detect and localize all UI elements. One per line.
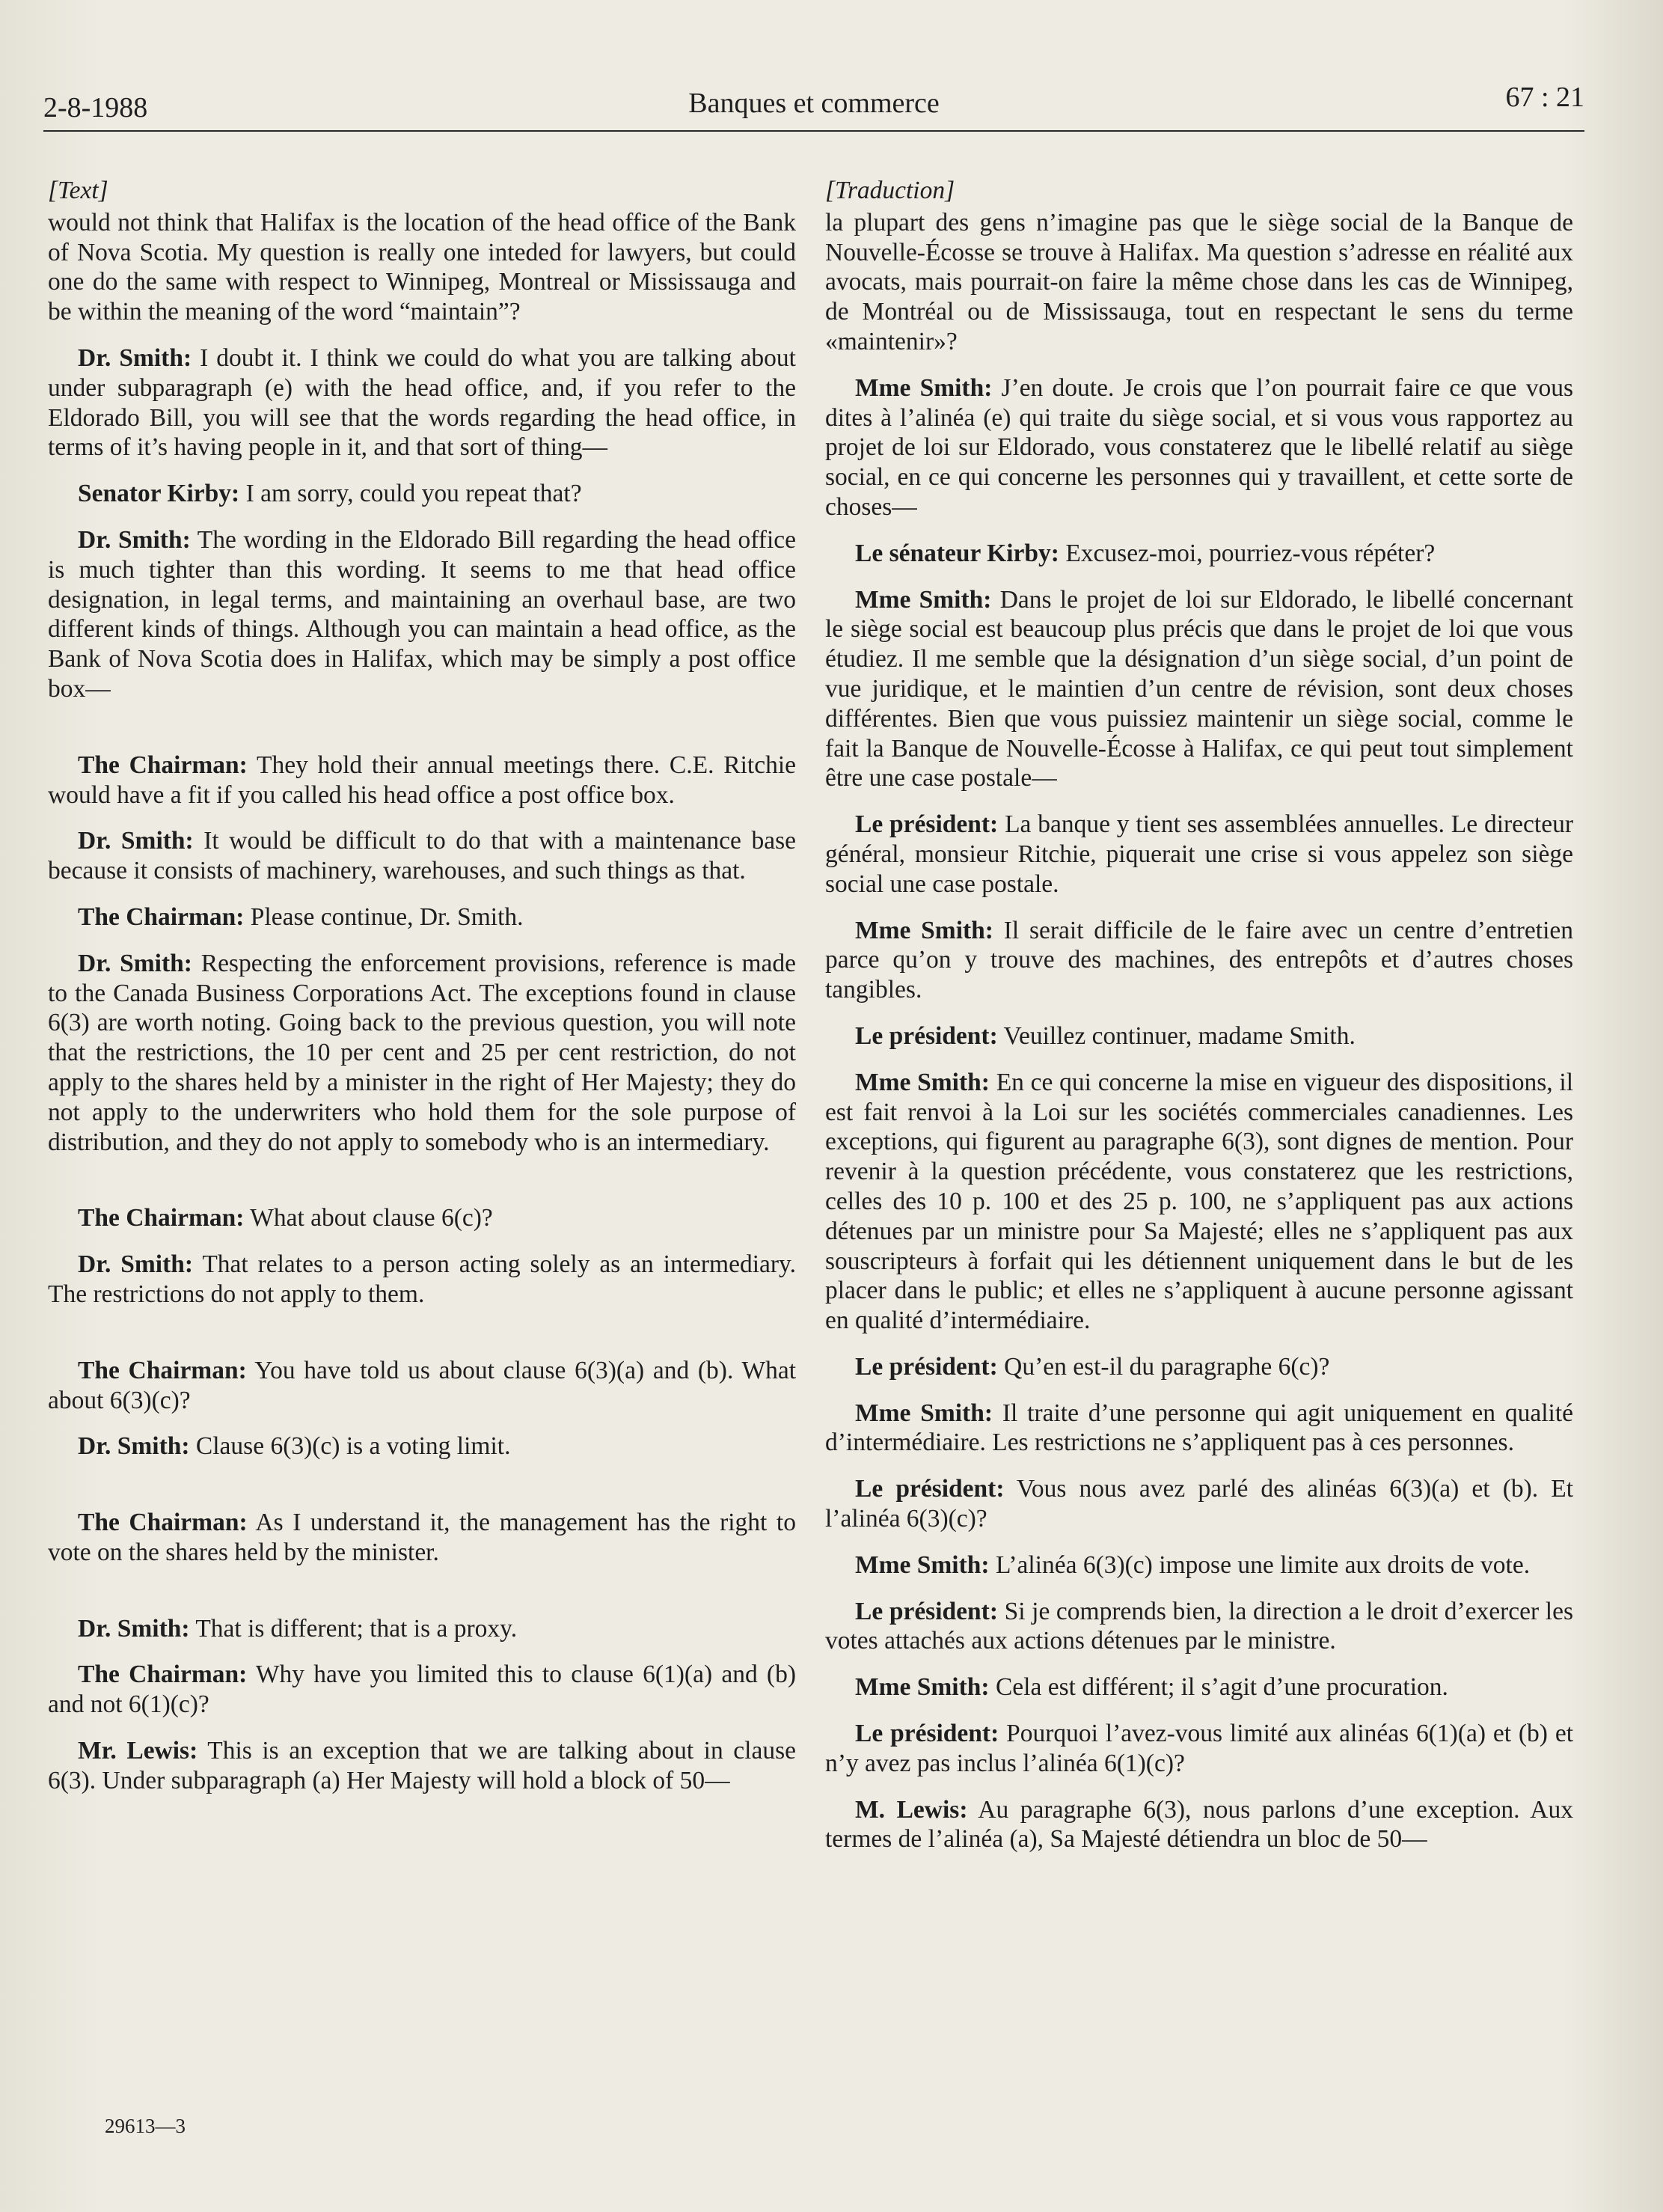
speaker-name: Mr. Lewis: (78, 1737, 198, 1765)
speaker-name: Dr. Smith: (78, 949, 192, 977)
paragraph-text: That is different; that is a proxy. (195, 1614, 518, 1643)
speaker-name: The Chairman: (78, 1509, 248, 1537)
spacer (48, 1478, 796, 1508)
paragraph-text: They hold their annual meetings there. C.E. Ritchie would have a fit if you called his head office a post office box. (48, 751, 796, 809)
header-title: Banques et commerce (688, 88, 940, 119)
paragraph (48, 479, 796, 509)
paragraph (48, 1736, 796, 1796)
paragraph (48, 1250, 796, 1310)
paragraph (825, 1399, 1573, 1458)
paragraph-text: En ce qui concerne la mise en vigueur des dispositions, il est fait renvoi à la Loi sur les sociétés commerciales canadiennes. Les exceptions, qui figurent au paragraphe 6(3), sont dignes de mention. Pour revenir à la question précédente, vous constaterez que les restrictions, celles des 10 p. 100 et des 25 p. 100, ne s’appliquent pas aux actions détenues par un ministre pour Sa Majesté; elles ne s’appliquent pas aux souscripteurs à forfait qui les détiennent uniquement dans le but de les placer dans le public; et elles ne s’appliquent à aucune personne agissant en qualité d’intermédiaire. (825, 1068, 1574, 1335)
page-header (43, 81, 1584, 135)
header-date: 2-8-1988 (43, 92, 148, 123)
page-footer-code: 29613—3 (105, 2115, 186, 2137)
paragraph (48, 525, 796, 704)
paragraph-text: Vous nous avez parlé des alinéas 6(3)(a) et (b). Et l’alinéa 6(3)(c)? (825, 1475, 1574, 1533)
paragraph (825, 373, 1573, 522)
speaker-name: Le président: (855, 1597, 998, 1625)
speaker-name: Mme Smith: (855, 1673, 990, 1702)
paragraph (825, 1474, 1573, 1534)
paragraph (825, 1068, 1573, 1336)
paragraph-text: Si je comprends bien, la direction a le droit d’exercer les votes attachés aux actions détenues par le ministre. (825, 1597, 1574, 1655)
speaker-name: Dr. Smith: (78, 525, 191, 554)
speaker-name: Le président: (855, 1352, 998, 1381)
paragraph-text: That relates to a person acting solely as an intermediary. The restrictions do not apply to them. (48, 1250, 796, 1308)
speaker-name: The Chairman: (78, 902, 245, 931)
paragraph (48, 902, 796, 932)
paragraph-text: L’alinéa 6(3)(c) impose une limite aux droits de vote. (995, 1550, 1531, 1579)
paragraph-text: Excusez-moi, pourriez-vous répéter? (1065, 539, 1436, 567)
paragraph-text: Il traite d’une personne qui agit uniquement en qualité d’intermédiaire. Les restrictions ne s’appliquent pas à ces personnes. (825, 1399, 1573, 1457)
paragraph-text: Pourquoi l’avez-vous limité aux alinéas 6(1)(a) et (b) et n’y avez pas inclus l’alinéa 6(1)(c)? (825, 1720, 1574, 1777)
paragraph (48, 343, 796, 462)
speaker-name: Mme Smith: (855, 1068, 990, 1096)
speaker-name: Dr. Smith: (78, 1614, 190, 1643)
paragraph-text: Respecting the enforcement provisions, reference is made to the Canada Business Corporations Act. The exceptions found in clause 6(3) are worth noting. Going back to the previous question, you will note that the restrictions, the 10 per cent and 25 per cent restriction, do not apply to the shares held by a minister in the right of Her Majesty; they do not apply to the underwriters who hold them for the sole purpose of distribution, and they do not apply to somebody who is an intermediary. (48, 949, 796, 1156)
speaker-name: Mme Smith: (855, 1550, 990, 1579)
paragraph-text: Veuillez continuer, madame Smith. (1003, 1021, 1356, 1050)
paragraph-text: Dans le projet de loi sur Eldorado, le libellé concernant le siège social est beaucoup plus précis que dans le projet de loi que vous étudiez. Il me semble que la désignation d’un siège social, d’un point de vue juridique, et le maintien d’un centre de révision, sont deux choses différentes. Bien que vous puissiez maintenir un siège social, comme le fait la Banque de Nouvelle-Écosse à Halifax, ce qui peut tout simplement être une case postale— (825, 585, 1574, 792)
speaker-name: The Chairman: (78, 1660, 248, 1689)
paragraph (825, 208, 1573, 357)
spacer (48, 1173, 796, 1203)
header-rule (43, 130, 1584, 132)
paragraph-text: Cela est différent; il s’agit d’une procuration. (995, 1673, 1448, 1702)
speaker-name: M. Lewis: (855, 1795, 968, 1824)
paragraph-text: J’en doute. Je crois que l’on pourrait faire ce que vous dites à l’alinéa (e) qui traite du siège social, et si vous vous rapportez au projet de loi sur Eldorado, vous constaterez que le libellé relatif au siège social, en ce qui concerne les personnes qui y travaillent, et cette sorte de choses— (825, 373, 1574, 521)
speaker-name: Le sénateur Kirby: (855, 539, 1059, 567)
paragraph-text: la plupart des gens n’imagine pas que le siège social de la Banque de Nouvelle-Écosse se trouve à Halifax. Ma question s’adresse en réalité aux avocats, mais pourrait-on faire la même chose dans les cas de Winnipeg, de Montréal ou de Mississauga, tout en respectant le sens du terme «maintenir»? (825, 208, 1573, 355)
paragraph (48, 1508, 796, 1568)
speaker-name: The Chairman: (78, 751, 248, 779)
paragraph-text: As I understand it, the management has the right to vote on the shares held by the minister. (48, 1509, 796, 1566)
paragraph (48, 1432, 796, 1461)
speaker-name: Dr. Smith: (78, 827, 194, 855)
right-column-french (825, 176, 1573, 1871)
paragraph (825, 916, 1573, 1005)
paragraph-text: would not think that Halifax is the location of the head office of the Bank of Nova Scotia. My question is really one inteded for lawyers, but could one do the same with respect to Winnipeg, Montreal or Mississauga and be within the meaning of the word “maintain”? (48, 208, 796, 326)
speaker-name: Dr. Smith: (78, 1432, 190, 1461)
speaker-name: Le président: (855, 1475, 1005, 1503)
paragraph-text: Why have you limited this to clause 6(1)(a) and (b) and not 6(1)(c)? (48, 1660, 796, 1719)
header-page-number: 67 : 21 (1505, 82, 1584, 113)
spacer (48, 1326, 796, 1356)
speaker-name: Mme Smith: (855, 585, 992, 614)
paragraph (48, 208, 796, 327)
paragraph (48, 1203, 796, 1233)
paragraph (48, 751, 796, 810)
paragraph-text: The wording in the Eldorado Bill regarding the head office is much tighter than this wording. It seems to me that head office designation, in legal terms, and maintaining an overhaul base, are two different kinds of things. Although you can maintain a head office, as the Bank of Nova Scotia does in Halifax, which may be simply a post office box— (48, 525, 796, 703)
paragraph-text: Au paragraphe 6(3), nous parlons d’une exception. Aux termes de l’alinéa (a), Sa Majesté détiendra un bloc de 50— (825, 1795, 1573, 1854)
paragraph (825, 1597, 1573, 1657)
paragraph (48, 826, 796, 886)
paragraph (825, 810, 1573, 899)
paragraph (825, 1021, 1573, 1051)
speaker-name: Dr. Smith: (78, 343, 192, 372)
spacer (48, 721, 796, 751)
paragraph (825, 585, 1573, 794)
paragraph (48, 1660, 796, 1720)
paragraph-text: La banque y tient ses assemblées annuelles. Le directeur général, monsieur Ritchie, piquerait une crise si vous appelez son siège social une case postale. (825, 810, 1574, 898)
paragraph-text: This is an exception that we are talking about in clause 6(3). Under subparagraph (a) Her Majesty will hold a block of 50— (48, 1737, 797, 1794)
paragraph-text: Il serait difficile de le faire avec un centre d’entretien parce qu’on y trouve des machines, des entrepôts et d’autres choses tangibles. (825, 916, 1574, 1004)
speaker-name: Le président: (855, 1720, 999, 1748)
paragraph-text: Clause 6(3)(c) is a voting limit. (195, 1432, 511, 1461)
speaker-name: Mme Smith: (855, 1399, 993, 1427)
paragraph (825, 1550, 1573, 1580)
speaker-name: The Chairman: (78, 1356, 247, 1384)
paragraph (825, 1795, 1573, 1855)
speaker-name: Mme Smith: (855, 373, 993, 402)
paragraph (825, 1672, 1573, 1702)
left-column-english (48, 176, 796, 1812)
speaker-name: Mme Smith: (855, 916, 993, 944)
spacer (48, 1584, 796, 1614)
paragraph-text: You have told us about clause 6(3)(a) and (b). What about 6(3)(c)? (48, 1356, 796, 1414)
speaker-name: The Chairman: (78, 1204, 245, 1232)
paragraph-text: Please continue, Dr. Smith. (250, 902, 524, 931)
paragraph-text: It would be difficult to do that with a maintenance base because it consists of machinery, warehouses, and such things as that. (48, 827, 796, 885)
paragraph (48, 1356, 796, 1416)
paragraph-text: I am sorry, could you repeat that? (245, 480, 582, 508)
paragraph-text: Qu’en est-il du paragraphe 6(c)? (1004, 1352, 1330, 1381)
paragraph-text: What about clause 6(c)? (250, 1204, 493, 1232)
paragraph (48, 949, 796, 1158)
speaker-name: Senator Kirby: (78, 480, 240, 508)
paragraph (825, 1352, 1573, 1382)
speaker-name: Le président: (855, 1021, 998, 1050)
paragraph (48, 1614, 796, 1644)
language-label: [Traduction] (825, 177, 955, 204)
paragraph (825, 539, 1573, 569)
speaker-name: Le président: (855, 810, 999, 839)
language-label: [Text] (48, 177, 108, 204)
speaker-name: Dr. Smith: (78, 1250, 194, 1279)
paragraph (825, 1719, 1573, 1779)
paragraph-text: I doubt it. I think we could do what you are talking about under subparagraph (e) with the head office, and, if you refer to the Eldorado Bill, you will see that the words regarding the head office, in terms of it’s having people in it, and that sort of thing— (48, 343, 796, 462)
